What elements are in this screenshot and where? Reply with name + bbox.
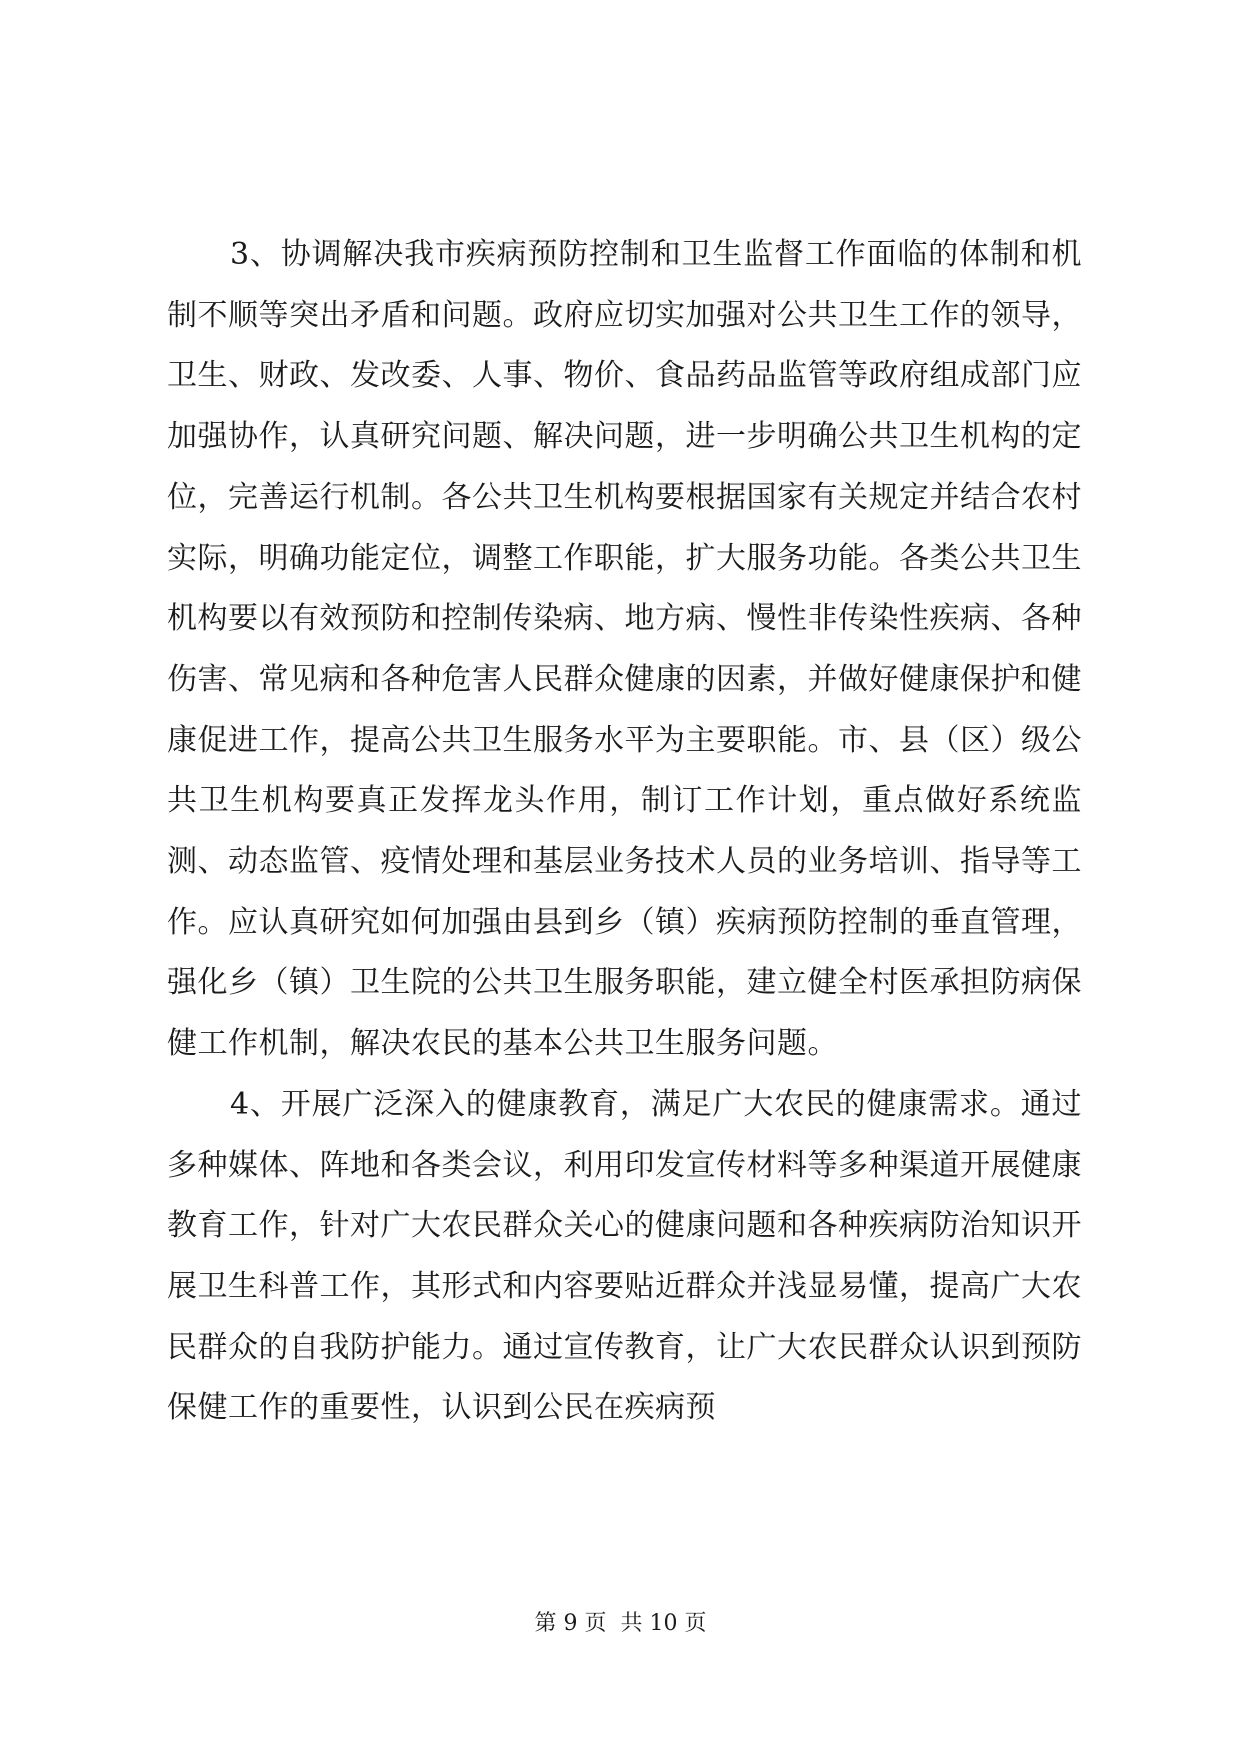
document-body — [167, 225, 1082, 1439]
page-footer — [0, 1609, 1241, 1639]
paragraph-3: 3、协调解决我市疾病预防控制和卫生监督工作面临的体制和机制不顺等突出矛盾和问题。政府应切实加强对公共卫生工作的领导，卫生、财政、发改委、人事、物价、食品药品监管等政府组成部门应加强协作，认真研究问题、解决问题，进一步明确公共卫生机构的定位，完善运行机制。各公共卫生机构要根据国家有关规定并结合农村实际，明确功能定位，调整工作职能，扩大服务功能。各类公共卫生机构要以有效预防和控制传染病、地方病、慢性非传染性疾病、各种伤害、常见病和各种危害人民群众健康的因素，并做好健康保护和健康促进工作，提高公共卫生服务水平为主要职能。市、县（区）级公共卫生机构要真正发挥龙头作用，制订工作计划，重点做好系统监测、动态监管、疫情处理和基层业务技术人员的业务培训、指导等工作。应认真研究如何加强由县到乡（镇）疾病预防控制的垂直管理，强化乡（镇）卫生院的公共卫生服务职能，建立健全村医承担防病保健工作机制，解决农民的基本公共卫生服务问题。 — [167, 237, 1082, 1062]
page-number: 第 9 页 共 10 页 — [534, 1611, 707, 1636]
paragraph-4: 4、开展广泛深入的健康教育，满足广大农民的健康需求。通过多种媒体、阵地和各类会议，利用印发宣传材料等多种渠道开展健康教育工作，针对广大农民群众关心的健康问题和各种疾病防治知识开展卫生科普工作，其形式和内容要贴近群众并浅显易懂，提高广大农民群众的自我防护能力。通过宣传教育，让广大农民群众认识到预防保健工作的重要性，认识到公民在疾病预 — [167, 1086, 1082, 1426]
